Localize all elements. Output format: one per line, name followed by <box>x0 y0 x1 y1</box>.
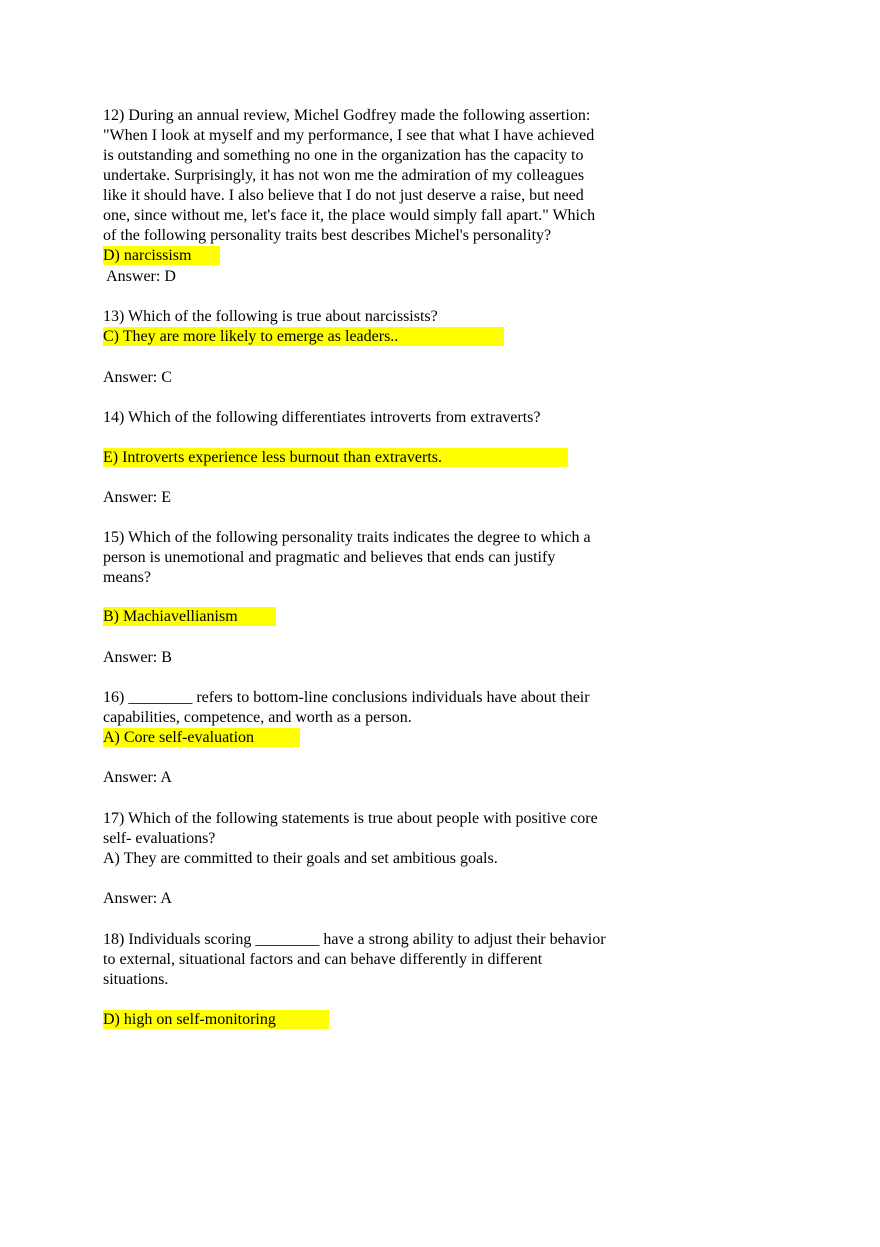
q15-answer: Answer: B <box>103 649 172 666</box>
q15-text-line-3: means? <box>103 569 151 586</box>
q16-highlighted-choice: A) Core self-evaluation <box>103 728 300 747</box>
q14-text-line-1: 14) Which of the following differentiates introverts from extraverts? <box>103 409 541 426</box>
q13-highlighted-choice: C) They are more likely to emerge as leaders.. <box>103 327 504 346</box>
q13-answer-choice <box>103 327 504 347</box>
q16-text-line-1: 16) ________ refers to bottom-line conclusions individuals have about their <box>103 689 590 706</box>
q14-highlighted-choice: E) Introverts experience less burnout than extraverts. <box>103 448 568 467</box>
q18-text-line-1: 18) Individuals scoring ________ have a strong ability to adjust their behavior <box>103 931 606 948</box>
q12-text-line-5: like it should have. I also believe that I do not just deserve a raise, but need <box>103 187 584 204</box>
q18-text-line-2: to external, situational factors and can behave differently in different <box>103 951 543 968</box>
q17-text-line-1: 17) Which of the following statements is true about people with positive core <box>103 810 598 827</box>
q16-answer: Answer: A <box>103 769 172 786</box>
q15-answer-choice <box>103 607 276 627</box>
q12-text-line-2: "When I look at myself and my performance, I see that what I have achieved <box>103 127 595 144</box>
q18-highlighted-choice: D) high on self-monitoring <box>103 1010 329 1029</box>
q15-text-line-1: 15) Which of the following personality traits indicates the degree to which a <box>103 529 591 546</box>
q17-text-line-2: self- evaluations? <box>103 830 216 847</box>
q12-text-line-1: 12) During an annual review, Michel Godfrey made the following assertion: <box>103 107 591 124</box>
q12-highlighted-choice: D) narcissism <box>103 246 220 265</box>
q14-answer-choice <box>103 448 568 468</box>
q12-text-line-7: of the following personality traits best describes Michel's personality? <box>103 227 552 244</box>
q16-answer-choice <box>103 728 300 748</box>
q15-text-line-2: person is unemotional and pragmatic and believes that ends can justify <box>103 549 556 566</box>
q12-text-line-4: undertake. Surprisingly, it has not won me the admiration of my colleagues <box>103 167 585 184</box>
q17-answer: Answer: A <box>103 890 172 907</box>
q18-text-line-3: situations. <box>103 971 169 988</box>
q18-answer-choice <box>103 1010 329 1030</box>
q12-text-line-6: one, since without me, let's face it, the place would simply fall apart." Which <box>103 207 596 224</box>
q12-answer: Answer: D <box>103 268 176 285</box>
q14-answer: Answer: E <box>103 489 171 506</box>
q12-answer-choice <box>103 246 220 266</box>
q17-answer-choice: A) They are committed to their goals and set ambitious goals. <box>103 850 498 867</box>
q12-text-line-3: is outstanding and something no one in the organization has the capacity to <box>103 147 584 164</box>
q15-highlighted-choice: B) Machiavellianism <box>103 607 276 626</box>
q13-text-line-1: 13) Which of the following is true about narcissists? <box>103 308 438 325</box>
q16-text-line-2: capabilities, competence, and worth as a person. <box>103 709 412 726</box>
q13-answer: Answer: C <box>103 369 172 386</box>
